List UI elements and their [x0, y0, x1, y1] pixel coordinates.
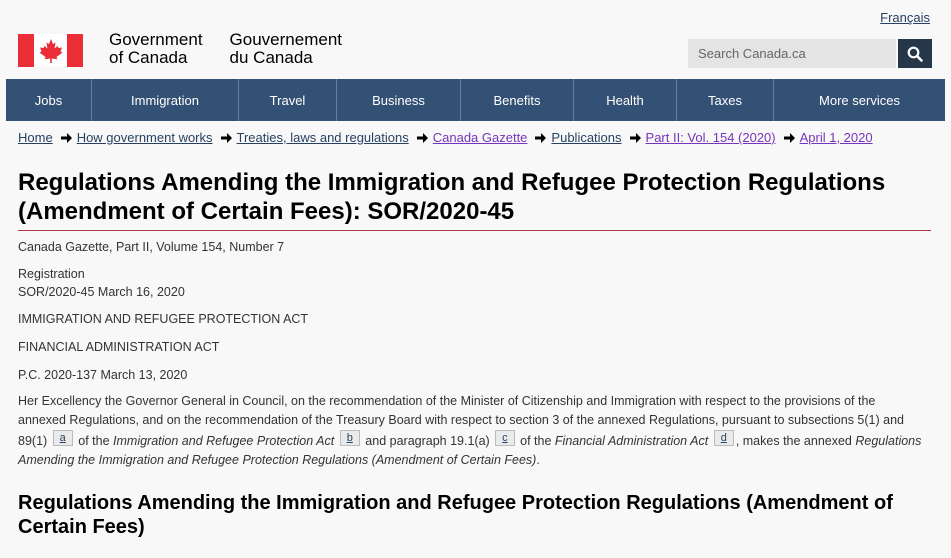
gazette-reference: Canada Gazette, Part II, Volume 154, Number 7	[18, 240, 285, 254]
enacting-text: , makes the annexed	[735, 434, 856, 448]
breadcrumb-how-government-works[interactable]: How government works	[76, 130, 213, 145]
site-search	[688, 39, 932, 68]
breadcrumb-april-1-2020[interactable]: April 1, 2020	[799, 130, 873, 145]
act-heading-irpa: IMMIGRATION AND REFUGEE PROTECTION ACT	[18, 312, 309, 326]
enacting-text: and paragraph 19.1(a)	[361, 434, 494, 448]
breadcrumb-home[interactable]: Home	[18, 130, 53, 145]
signature-french	[230, 31, 342, 67]
signature-en-line1: Government	[109, 30, 203, 49]
enacting-text: of the	[516, 434, 555, 448]
enacting-text: .	[536, 453, 540, 467]
menu-item-business[interactable]: Business	[337, 79, 461, 121]
privy-council-number: P.C. 2020-137 March 13, 2020	[18, 368, 188, 382]
breadcrumb-publications[interactable]: Publications	[551, 130, 622, 145]
search-input[interactable]: Search Canada.ca	[688, 39, 896, 68]
menu-item-benefits[interactable]: Benefits	[461, 79, 574, 121]
magnifier-icon	[907, 46, 923, 62]
government-of-canada-signature[interactable]	[18, 31, 342, 67]
signature-en-line2: of Canada	[109, 48, 188, 67]
menu-item-immigration[interactable]: Immigration	[92, 79, 239, 121]
arrow-right-icon	[784, 133, 795, 143]
arrow-right-icon	[61, 133, 72, 143]
act-heading-faa: FINANCIAL ADMINISTRATION ACT	[18, 340, 220, 354]
breadcrumb	[18, 130, 873, 145]
breadcrumb-canada-gazette[interactable]: Canada Gazette	[432, 130, 528, 145]
arrow-right-icon	[535, 133, 546, 143]
canada-flag-icon	[18, 34, 83, 67]
search-button[interactable]	[898, 39, 932, 68]
arrow-right-icon	[417, 133, 428, 143]
menu-item-jobs[interactable]: Jobs	[6, 79, 92, 121]
regulations-name: Regulations Amending the Immigration and Refugee Protection Regulations (Amendment of Certain Fees)	[18, 434, 922, 467]
footnote-c-link[interactable]: c	[495, 430, 515, 446]
registration-label: Registration	[18, 267, 85, 281]
page-title: Regulations Amending the Immigration and Refugee Protection Regulations (Amendment of Certain Fees): SOR/2020-45	[18, 168, 931, 231]
arrow-right-icon	[630, 133, 641, 143]
main-menu	[6, 79, 945, 121]
arrow-right-icon	[221, 133, 232, 143]
menu-item-health[interactable]: Health	[574, 79, 677, 121]
enacting-clause	[18, 392, 923, 470]
footnote-d-link[interactable]: d	[714, 430, 734, 446]
signature-fr-line1: Gouvernement	[229, 30, 342, 49]
menu-item-taxes[interactable]: Taxes	[677, 79, 774, 121]
footnote-b-link[interactable]: b	[340, 430, 360, 446]
breadcrumb-treaties-laws-regulations[interactable]: Treaties, laws and regulations	[236, 130, 409, 145]
language-toggle-link[interactable]: Français	[880, 10, 930, 25]
menu-item-travel[interactable]: Travel	[239, 79, 337, 121]
enacting-text: of the	[74, 434, 114, 448]
registration-value: SOR/2020-45 March 16, 2020	[18, 285, 185, 299]
menu-item-more-services[interactable]: More services	[819, 92, 900, 108]
enacting-text: Her Excellency the Governor General in Council, on the recommendation of the Minister of Citizenship and Immigration with respect to the provisions of the annexed Regulations, and on the recommendation of the Treasury Board with respect to section 3 of the annexed Regulations, pursuant to subsections 5(1) and 89(1)	[18, 394, 904, 448]
signature-english	[109, 31, 203, 67]
act-name-irpa: Immigration and Refugee Protection Act	[113, 434, 335, 448]
regulations-heading: Regulations Amending the Immigration and Refugee Protection Regulations (Amendment of Certain Fees)	[18, 492, 893, 538]
signature-fr-line2: du Canada	[229, 48, 313, 67]
footnote-a-link[interactable]: a	[53, 430, 73, 446]
breadcrumb-part-ii-vol-154[interactable]: Part II: Vol. 154 (2020)	[645, 130, 776, 145]
act-name-faa: Financial Administration Act	[554, 434, 709, 448]
